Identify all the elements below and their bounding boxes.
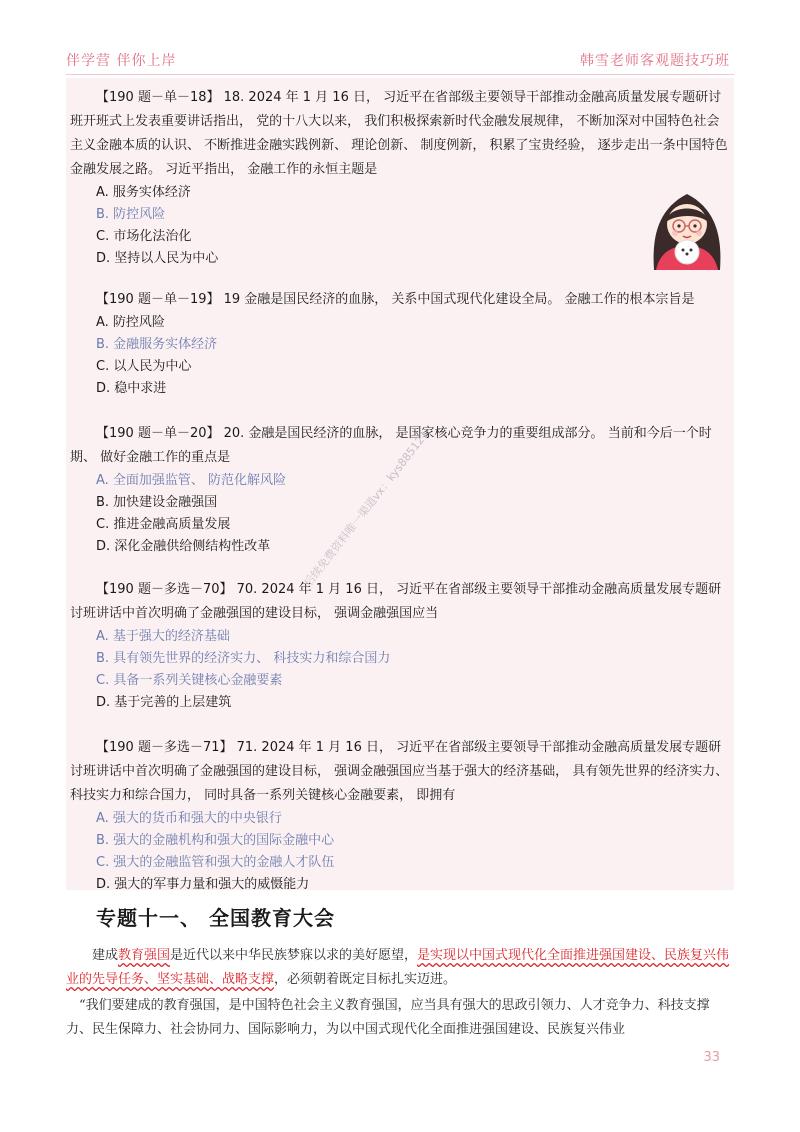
- option-a: A. 防控风险: [96, 315, 165, 330]
- option-d: D. 基于完善的上层建筑: [96, 695, 232, 710]
- option-b: B. 强大的金融机构和强大的国际金融中心: [96, 833, 335, 848]
- question-stem: 【190 题－多选－70】 70. 2024 年 1 月 16 日， 习近平在省部级主要领导干部推动金融高质量发展专题研讨班讲话中首次明确了金融强国的建设目标， 强调金融强国应当: [70, 582, 722, 621]
- section-paragraph-2: “我们要建成的教育强国，是中国特色社会主义教育强国，应当具有强大的思政引领力、人才竞争力、科技支撑力、民生保障力、社会协同力、国际影响力，为以中国式现代化全面推进强国建设、民族复兴伟业: [66, 998, 710, 1037]
- paragraph-text: 是近代以来中华民族梦寐以求的美好愿望，: [170, 948, 418, 963]
- option-c: C. 以人民为中心: [96, 359, 192, 374]
- highlight-text: 是实现以中国式现代化全面推进强国建设、民族复兴伟业的先导任务、坚实基础、战略支撑: [66, 948, 730, 987]
- option-b: B. 金融服务实体经济: [96, 337, 218, 352]
- option-c: C. 具备一系列关键核心金融要素: [96, 673, 283, 688]
- header-course-title: 韩雪老师客观题技巧班: [580, 53, 730, 69]
- question-stem: 【190 题－单－20】 20. 金融是国民经济的血脉， 是国家核心竞争力的重要组成部分。 当前和今后一个时期、 做好金融工作的重点是: [70, 426, 712, 465]
- option-d: D. 强大的军事力量和强大的威慑能力: [96, 877, 310, 892]
- watermark-text: 后续免费资料唯一渠道vx：kys885121: [301, 428, 432, 590]
- section-title: 专题十一、 全国教育大会: [96, 906, 335, 930]
- option-c: C. 市场化法治化: [96, 229, 192, 244]
- page-number: 33: [703, 1050, 720, 1065]
- option-c: C. 推进金融高质量发展: [96, 517, 231, 532]
- question-block: [66, 736, 734, 896]
- question-stem: 【190 题－多选－71】 71. 2024 年 1 月 16 日， 习近平在省部级主要领导干部推动金融高质量发展专题研讨班讲话中首次明确了金融强国的建设目标， 强调金融强国应当基于强大的经济基础， 具有领先世界的经济实力、 科技实力和综合国力， 同时具备一系列关键核心金融要素， 即拥有: [70, 740, 729, 803]
- header-divider: [66, 74, 734, 75]
- option-b: B. 具有领先世界的经济实力、 科技实力和综合国力: [96, 651, 391, 666]
- option-d: D. 稳中求进: [96, 381, 167, 396]
- question-block: [66, 288, 734, 400]
- option-c: C. 强大的金融监管和强大的金融人才队伍: [96, 855, 335, 870]
- question-stem: 【190 题－单－19】 19 金融是国民经济的血脉， 关系中国式现代化建设全局。 金融工作的根本宗旨是: [96, 292, 695, 307]
- highlight-text: 教育强国: [118, 948, 171, 963]
- option-a: A. 强大的货币和强大的中央银行: [96, 811, 282, 826]
- section-paragraph-1: [66, 944, 734, 992]
- option-d: D. 坚持以人民为中心: [96, 251, 219, 266]
- paragraph-text: 建成: [92, 948, 119, 963]
- option-d: D. 深化金融供给侧结构性改革: [96, 539, 271, 554]
- paragraph-text: ，必须朝着既定目标扎实迈进。: [274, 972, 457, 987]
- question-block: [66, 86, 734, 270]
- option-b: B. 防控风险: [96, 207, 166, 222]
- page-header: [0, 0, 800, 78]
- question-stem: 【190 题－单－18】 18. 2024 年 1 月 16 日， 习近平在省部级主要领导干部推动金融高质量发展专题研讨班开班式上发表重要讲话指出， 党的十八大以来， 我们积极探索新时代金融发展规律， 不断加深对中国特色社会主义金融本质的认识、 不断推进金融实践例新、 理论创新、 制度例新， 积累了宝贵经验， 逐步走出一条中国特色金融发展之路。 习近平指出， 金融工作的永恒主题是: [70, 90, 728, 177]
- option-a: A. 全面加强监管、 防范化解风险: [96, 473, 287, 488]
- option-b: B. 加快建设金融强国: [96, 495, 218, 510]
- question-block: [66, 422, 734, 558]
- teacher-avatar-illustration: [642, 180, 732, 270]
- question-block: [66, 578, 734, 714]
- header-brand: 伴学营 伴你上岸: [66, 53, 177, 69]
- option-a: A. 基于强大的经济基础: [96, 629, 230, 644]
- option-a: A. 服务实体经济: [96, 185, 191, 200]
